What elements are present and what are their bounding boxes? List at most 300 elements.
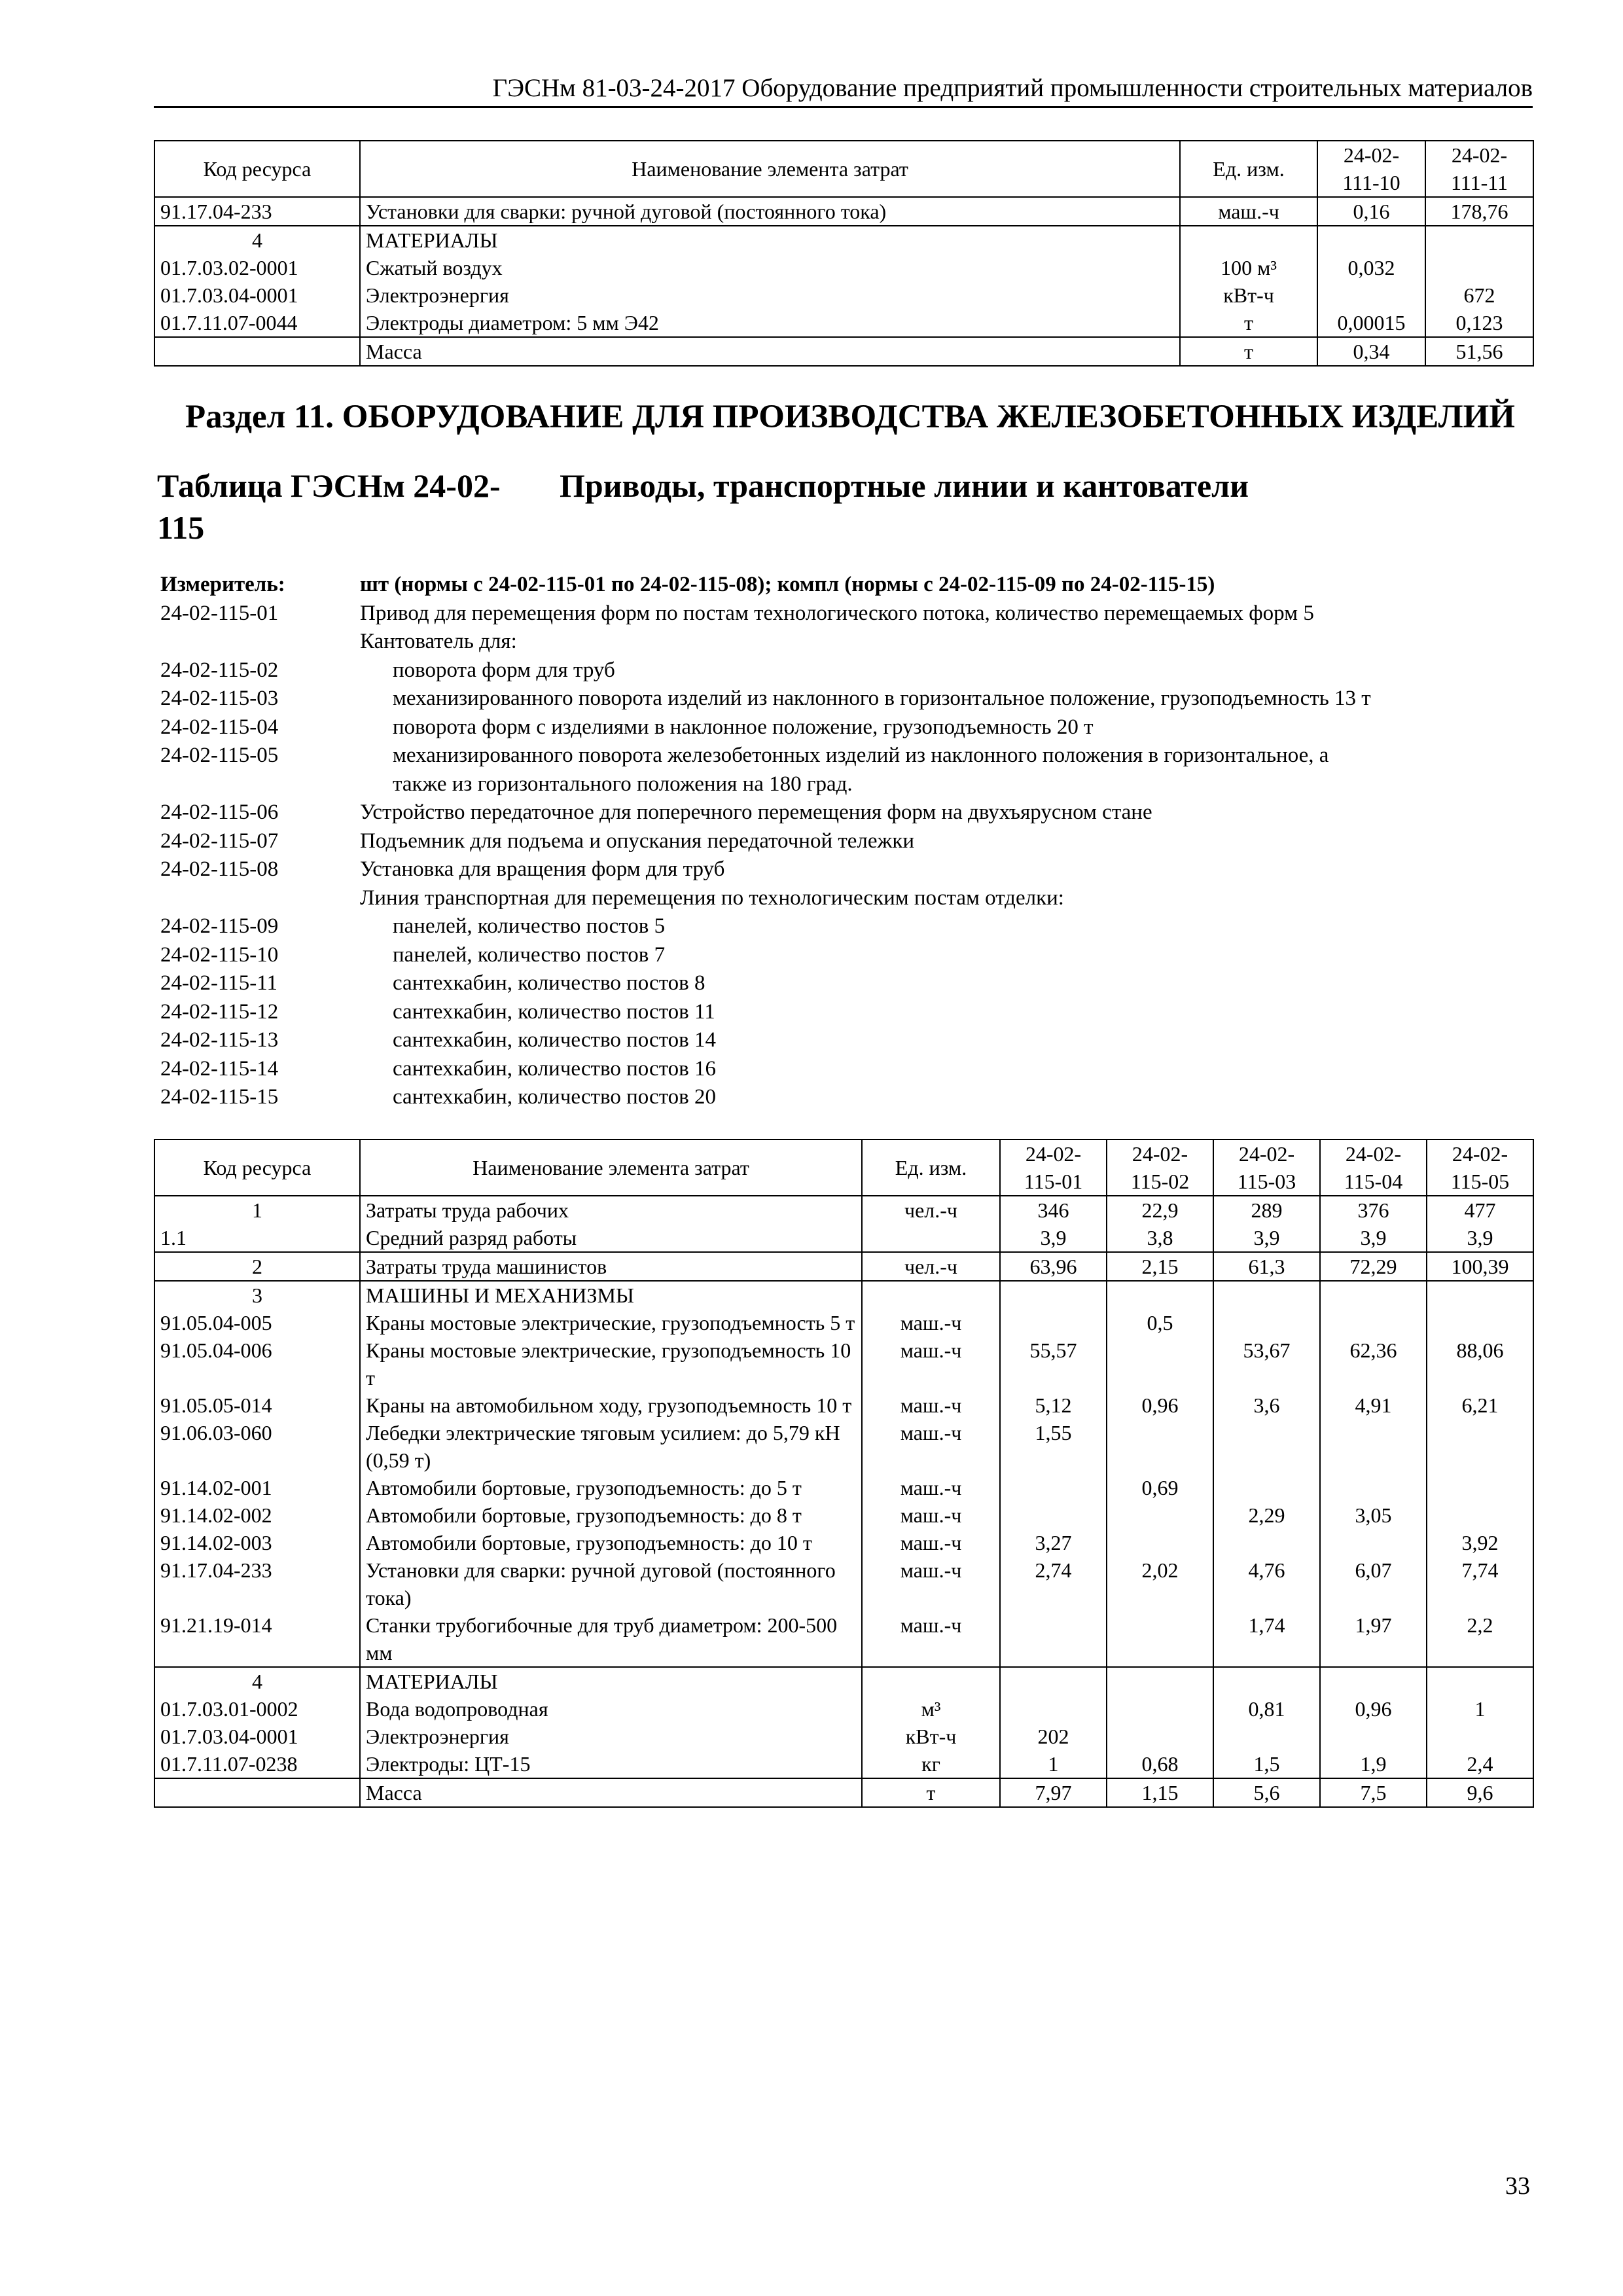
norm-value	[1427, 1501, 1533, 1529]
header-code: Код ресурса	[154, 1139, 360, 1196]
norm-description: сантехкабин, количество постов 8	[393, 971, 705, 995]
cost-element-name: Станки трубогибочные для труб диаметром: 200-500 мм	[360, 1611, 862, 1667]
norm-value	[1213, 1281, 1320, 1309]
norm-value: 7,5	[1320, 1778, 1427, 1807]
norm-value	[1213, 1419, 1320, 1474]
header-norm-code	[1107, 1139, 1213, 1196]
norm-value: 5,6	[1213, 1778, 1320, 1807]
norm-value: 2,29	[1213, 1501, 1320, 1529]
norm-value	[1000, 1667, 1107, 1695]
norm-code-line: 115-01	[1024, 1170, 1083, 1193]
norm-value	[1107, 1723, 1213, 1750]
norm-code-line: 24-02-	[1343, 143, 1400, 167]
resource-code: 1.1	[154, 1224, 360, 1252]
table-row	[154, 1224, 1533, 1252]
norm-value: 477	[1427, 1196, 1533, 1224]
cost-element-name: Затраты труда машинистов	[360, 1252, 862, 1281]
norm-value: 62,36	[1320, 1336, 1427, 1391]
norm-value	[1427, 1309, 1533, 1336]
norm-value: 3,9	[1427, 1224, 1533, 1252]
resource-code: 1	[154, 1196, 360, 1224]
norm-value	[1000, 1309, 1107, 1336]
measure-line	[160, 1026, 1535, 1055]
norm-value: 1,9	[1320, 1750, 1427, 1778]
norm-value	[1317, 226, 1425, 254]
norm-value	[1317, 281, 1425, 309]
norm-value	[1107, 1281, 1213, 1309]
table-row	[154, 1501, 1533, 1529]
norm-code-line: 24-02-	[1451, 143, 1508, 167]
header-norm-code	[1425, 141, 1533, 197]
group-heading-row	[154, 1667, 1533, 1695]
cost-element-name: Краны на автомобильном ходу, грузоподъемность 10 т	[360, 1391, 862, 1419]
norm-value: 0,16	[1317, 197, 1425, 226]
header-row	[154, 1139, 1533, 1196]
norm-description: Линия транспортная для перемещения по технологическим постам отделки:	[360, 886, 1064, 910]
table-row	[154, 1419, 1533, 1474]
norm-value	[1427, 1474, 1533, 1501]
resource-code: 91.14.02-002	[154, 1501, 360, 1529]
norm-code: 24-02-115-15	[160, 1085, 279, 1109]
row-group	[154, 226, 1533, 337]
norm-code	[160, 628, 360, 656]
norm-value: 2,02	[1107, 1556, 1213, 1611]
norm-code-line: 24-02-	[1345, 1142, 1402, 1166]
resource-code: 01.7.03.04-0001	[154, 1723, 360, 1750]
norm-value	[1107, 1419, 1213, 1474]
table-row	[154, 1750, 1533, 1778]
norm-value: 672	[1425, 281, 1533, 309]
norm-code: 24-02-115-09	[160, 914, 279, 938]
resource-code: 91.17.04-233	[154, 1556, 360, 1611]
cost-element-name: Автомобили бортовые, грузоподъемность: до 5 т	[360, 1474, 862, 1501]
cost-element-name: Средний разряд работы	[360, 1224, 862, 1252]
header-unit: Ед. изм.	[1180, 141, 1317, 197]
norm-value	[1427, 1281, 1533, 1309]
norm-value: 1,5	[1213, 1750, 1320, 1778]
table-row	[154, 1695, 1533, 1723]
unit: маш.-ч	[862, 1529, 1000, 1556]
table-115-resources	[154, 1139, 1534, 1808]
norm-value: 9,6	[1427, 1778, 1533, 1807]
resource-code	[154, 1778, 360, 1807]
norm-value: 0,69	[1107, 1474, 1213, 1501]
norm-value: 3,6	[1213, 1391, 1320, 1419]
cost-element-name: Масса	[360, 1778, 862, 1807]
cost-element-name: Сжатый воздух	[360, 254, 1180, 281]
resource-code: 01.7.11.07-0238	[154, 1750, 360, 1778]
table-row	[154, 254, 1533, 281]
norm-description: Устройство передаточное для поперечного перемещения форм на двухъярусном стане	[360, 800, 1152, 824]
unit: кВт-ч	[1180, 281, 1317, 309]
norm-code: 24-02-115-02	[160, 658, 279, 682]
resource-code: 01.7.03.02-0001	[154, 254, 360, 281]
unit: маш.-ч	[862, 1391, 1000, 1419]
norm-value: 4,91	[1320, 1391, 1427, 1419]
resource-code: 91.05.04-006	[154, 1336, 360, 1391]
table-row	[154, 1611, 1533, 1667]
norm-value: 0,96	[1107, 1391, 1213, 1419]
header-norm-code	[1317, 141, 1425, 197]
norm-value	[1107, 1501, 1213, 1529]
norm-value	[1320, 1723, 1427, 1750]
norm-value: 0,123	[1425, 309, 1533, 337]
norm-value: 100,39	[1427, 1252, 1533, 1281]
norm-code: Измеритель:	[160, 573, 285, 596]
norm-value	[1425, 226, 1533, 254]
measure-line	[160, 1083, 1535, 1112]
measure-line	[160, 713, 1535, 742]
table-row	[154, 1391, 1533, 1419]
mass-row	[154, 337, 1533, 366]
norm-value: 0,68	[1107, 1750, 1213, 1778]
norm-value: 3,9	[1320, 1224, 1427, 1252]
norm-value	[1320, 1419, 1427, 1474]
row-group	[154, 1667, 1533, 1778]
cost-element-name: Электроды: ЦТ-15	[360, 1750, 862, 1778]
unit: маш.-ч	[1180, 197, 1317, 226]
norm-description: поворота форм для труб	[393, 658, 615, 682]
header-norm-code	[1320, 1139, 1427, 1196]
unit: чел.-ч	[862, 1196, 1000, 1224]
norm-value	[1107, 1336, 1213, 1391]
cost-element-name: МАШИНЫ И МЕХАНИЗМЫ	[360, 1281, 862, 1309]
table-row	[154, 309, 1533, 337]
norm-value	[1213, 1529, 1320, 1556]
norm-value: 1,74	[1213, 1611, 1320, 1667]
norm-description: также из горизонтального положения на 180 град.	[393, 772, 853, 796]
resource-code: 91.17.04-233	[154, 197, 360, 226]
norm-code-line: 115-05	[1450, 1170, 1510, 1193]
norm-value: 4,76	[1213, 1556, 1320, 1611]
norm-description: сантехкабин, количество постов 11	[393, 999, 715, 1024]
mass-row	[154, 1778, 1533, 1807]
unit: кВт-ч	[862, 1723, 1000, 1750]
cost-element-name: Масса	[360, 337, 1180, 366]
table-row	[154, 1474, 1533, 1501]
resource-code: 91.05.05-014	[154, 1391, 360, 1419]
cost-element-name: Электроэнергия	[360, 281, 1180, 309]
unit: 100 м³	[1180, 254, 1317, 281]
header-name: Наименование элемента затрат	[360, 141, 1180, 197]
norm-value: 7,74	[1427, 1556, 1533, 1611]
table-row	[154, 1556, 1533, 1611]
norm-value: 376	[1320, 1196, 1427, 1224]
cost-element-name: Краны мостовые электрические, грузоподъемность 10 т	[360, 1336, 862, 1391]
unit: маш.-ч	[862, 1501, 1000, 1529]
norm-value: 61,3	[1213, 1252, 1320, 1281]
norm-value: 178,76	[1425, 197, 1533, 226]
norm-value: 3,05	[1320, 1501, 1427, 1529]
norm-value: 0,81	[1213, 1695, 1320, 1723]
norm-code: 24-02-115-14	[160, 1056, 279, 1081]
norm-value: 72,29	[1320, 1252, 1427, 1281]
measure-line	[160, 941, 1535, 970]
norm-value: 2,15	[1107, 1252, 1213, 1281]
measure-line	[160, 770, 1535, 799]
cost-element-name: Электроды диаметром: 5 мм Э42	[360, 309, 1180, 337]
cost-element-name: Затраты труда рабочих	[360, 1196, 862, 1224]
norm-description: Кантователь для:	[360, 630, 517, 653]
norm-code-line: 111-10	[1342, 171, 1400, 194]
row-group	[154, 1196, 1533, 1252]
norm-value: 88,06	[1427, 1336, 1533, 1391]
norm-code: 24-02-115-10	[160, 942, 279, 967]
resource-code: 3	[154, 1281, 360, 1309]
unit: маш.-ч	[862, 1611, 1000, 1667]
table-code: Таблица ГЭСНм 24-02-115	[157, 467, 501, 546]
norm-code	[160, 884, 360, 913]
cost-element-name: Автомобили бортовые, грузоподъемность: до 8 т	[360, 1501, 862, 1529]
norm-value: 22,9	[1107, 1196, 1213, 1224]
measure-line	[160, 912, 1535, 941]
mass-group	[154, 1778, 1533, 1807]
norm-value: 5,12	[1000, 1391, 1107, 1419]
resource-code: 91.06.03-060	[154, 1419, 360, 1474]
table-row	[154, 1723, 1533, 1750]
resource-code: 4	[154, 226, 360, 254]
measure-line	[160, 884, 1535, 913]
unit: т	[1180, 337, 1317, 366]
norm-value: 6,07	[1320, 1556, 1427, 1611]
table-row	[154, 1252, 1533, 1281]
norm-value: 2,74	[1000, 1556, 1107, 1611]
norm-value: 1,15	[1107, 1778, 1213, 1807]
header-code: Код ресурса	[154, 141, 360, 197]
norm-value	[1320, 1309, 1427, 1336]
header-norm-code	[1000, 1139, 1107, 1196]
unit: м³	[862, 1695, 1000, 1723]
norm-value: 3,8	[1107, 1224, 1213, 1252]
measure-line	[160, 1055, 1535, 1084]
measure-line	[160, 969, 1535, 998]
cost-element-name: Вода водопроводная	[360, 1695, 862, 1723]
table-name: Приводы, транспортные линии и кантователи	[560, 467, 1249, 504]
resource-code: 91.14.02-001	[154, 1474, 360, 1501]
table-111-resources	[154, 140, 1534, 367]
norm-code: 24-02-115-12	[160, 999, 279, 1024]
unit: маш.-ч	[862, 1474, 1000, 1501]
table-row	[154, 1196, 1533, 1224]
row-group	[154, 197, 1533, 226]
measure-line	[160, 827, 1535, 856]
table-row	[154, 197, 1533, 226]
norm-code: 24-02-115-07	[160, 829, 279, 853]
norm-value	[1213, 1309, 1320, 1336]
resource-code: 91.21.19-014	[154, 1611, 360, 1667]
norm-description: механизированного поворота изделий из наклонного в горизонтальное положение, грузоподъемность 13 т	[393, 687, 1371, 710]
norm-value: 3,92	[1427, 1529, 1533, 1556]
norm-description: Подъемник для подъема и опускания передаточной тележки	[360, 829, 915, 853]
header-norm-code	[1427, 1139, 1533, 1196]
table-row	[154, 1336, 1533, 1391]
unit	[862, 1281, 1000, 1309]
table-row	[154, 1529, 1533, 1556]
norm-description: сантехкабин, количество постов 14	[393, 1028, 717, 1052]
norm-code: 24-02-115-08	[160, 857, 279, 881]
resource-code: 91.05.04-005	[154, 1309, 360, 1336]
norm-code-line: 24-02-	[1238, 1142, 1295, 1166]
cost-element-name: Краны мостовые электрические, грузоподъемность 5 т	[360, 1309, 862, 1336]
norm-value	[1107, 1529, 1213, 1556]
norm-description: панелей, количество постов 7	[393, 942, 666, 967]
resource-code: 01.7.03.04-0001	[154, 281, 360, 309]
table-row	[154, 281, 1533, 309]
resource-code: 01.7.03.01-0002	[154, 1695, 360, 1723]
norm-value	[1320, 1529, 1427, 1556]
unit	[1180, 226, 1317, 254]
unit: маш.-ч	[862, 1336, 1000, 1391]
norm-value	[1427, 1667, 1533, 1695]
norm-value	[1427, 1723, 1533, 1750]
cost-element-name: Установки для сварки: ручной дуговой (постоянного тока)	[360, 197, 1180, 226]
measure-line	[160, 656, 1535, 685]
norm-code-line: 115-02	[1130, 1170, 1190, 1193]
norm-value: 3,27	[1000, 1529, 1107, 1556]
norm-value: 7,97	[1000, 1778, 1107, 1807]
header-unit: Ед. изм.	[862, 1139, 1000, 1196]
norm-value: 63,96	[1000, 1252, 1107, 1281]
norm-value: 1	[1000, 1750, 1107, 1778]
section-title: Раздел 11. ОБОРУДОВАНИЕ ДЛЯ ПРОИЗВОДСТВА ЖЕЛЕЗОБЕТОННЫХ ИЗДЕЛИЙ	[185, 399, 1515, 435]
norm-value: 55,57	[1000, 1336, 1107, 1391]
norm-value: 202	[1000, 1723, 1107, 1750]
measure-line	[160, 600, 1535, 628]
norm-code: 24-02-115-01	[160, 601, 279, 625]
norm-code-line: 115-04	[1344, 1170, 1403, 1193]
norm-description: шт (нормы с 24-02-115-01 по 24-02-115-08); компл (нормы с 24-02-115-09 по 24-02-115-15)	[360, 573, 1215, 596]
norm-code: 24-02-115-05	[160, 744, 279, 767]
measure-line	[160, 742, 1535, 770]
norm-code: 24-02-115-13	[160, 1028, 279, 1052]
group-heading-row	[154, 226, 1533, 254]
measure-list	[160, 571, 1535, 1112]
norm-value	[1000, 1695, 1107, 1723]
norm-value: 0,96	[1320, 1695, 1427, 1723]
norm-code	[160, 770, 360, 799]
header-norm-code	[1213, 1139, 1320, 1196]
unit: маш.-ч	[862, 1419, 1000, 1474]
cost-element-name: МАТЕРИАЛЫ	[360, 226, 1180, 254]
norm-code-line: 24-02-	[1025, 1142, 1082, 1166]
resource-code: 01.7.11.07-0044	[154, 309, 360, 337]
header-row	[154, 141, 1533, 197]
norm-value	[1107, 1611, 1213, 1667]
norm-value	[1000, 1474, 1107, 1501]
norm-code: 24-02-115-11	[160, 971, 278, 995]
norm-value: 51,56	[1425, 337, 1533, 366]
measure-line	[160, 571, 1535, 600]
measure-line	[160, 998, 1535, 1027]
norm-code: 24-02-115-06	[160, 800, 279, 824]
norm-value: 1,55	[1000, 1419, 1107, 1474]
norm-value	[1000, 1611, 1107, 1667]
unit: чел.-ч	[862, 1252, 1000, 1281]
norm-value	[1000, 1501, 1107, 1529]
table-row	[154, 1309, 1533, 1336]
row-group	[154, 1252, 1533, 1281]
unit: т	[862, 1778, 1000, 1807]
norm-value	[1320, 1474, 1427, 1501]
unit: кг	[862, 1750, 1000, 1778]
norm-value	[1213, 1667, 1320, 1695]
cost-element-name: Лебедки электрические тяговым усилием: до 5,79 кН (0,59 т)	[360, 1419, 862, 1474]
row-group	[154, 1281, 1533, 1667]
norm-description: сантехкабин, количество постов 16	[393, 1056, 717, 1081]
measure-line	[160, 798, 1535, 827]
norm-value: 1	[1427, 1695, 1533, 1723]
norm-code-line: 111-11	[1450, 171, 1508, 194]
norm-value: 346	[1000, 1196, 1107, 1224]
norm-description: механизированного поворота железобетонных изделий из наклонного положения в горизонтальное, а	[393, 744, 1329, 767]
norm-description: поворота форм с изделиями в наклонное положение, грузоподъемность 20 т	[393, 715, 1094, 739]
resource-code	[154, 337, 360, 366]
norm-value: 3,9	[1213, 1224, 1320, 1252]
norm-value: 0,5	[1107, 1309, 1213, 1336]
norm-description: Установка для вращения форм для труб	[360, 857, 725, 881]
norm-description: панелей, количество постов 5	[393, 914, 666, 938]
unit: маш.-ч	[862, 1309, 1000, 1336]
resource-code: 4	[154, 1667, 360, 1695]
norm-value: 3,9	[1000, 1224, 1107, 1252]
norm-value: 53,67	[1213, 1336, 1320, 1391]
norm-value: 289	[1213, 1196, 1320, 1224]
norm-code: 24-02-115-04	[160, 715, 279, 739]
norm-description: сантехкабин, количество постов 20	[393, 1085, 717, 1109]
unit	[862, 1224, 1000, 1252]
norm-value: 6,21	[1427, 1391, 1533, 1419]
cost-element-name: Автомобили бортовые, грузоподъемность: до 10 т	[360, 1529, 862, 1556]
unit: т	[1180, 309, 1317, 337]
norm-value	[1427, 1419, 1533, 1474]
page-number: 33	[1505, 2172, 1530, 2200]
norm-value	[1107, 1667, 1213, 1695]
norm-value: 2,2	[1427, 1611, 1533, 1667]
cost-element-name: Установки для сварки: ручной дуговой (постоянного тока)	[360, 1556, 862, 1611]
norm-value	[1320, 1667, 1427, 1695]
group-heading-row	[154, 1281, 1533, 1309]
norm-value	[1320, 1281, 1427, 1309]
norm-value: 0,34	[1317, 337, 1425, 366]
cost-element-name: Электроэнергия	[360, 1723, 862, 1750]
norm-code: 24-02-115-03	[160, 687, 279, 710]
unit	[862, 1667, 1000, 1695]
norm-value	[1425, 254, 1533, 281]
mass-group	[154, 337, 1533, 366]
running-header: ГЭСНм 81-03-24-2017 Оборудование предприятий промышленности строительных материалов	[154, 73, 1533, 108]
norm-value	[1000, 1281, 1107, 1309]
measure-line	[160, 628, 1535, 656]
norm-code-line: 24-02-	[1132, 1142, 1188, 1166]
cost-element-name: МАТЕРИАЛЫ	[360, 1667, 862, 1695]
norm-value	[1107, 1695, 1213, 1723]
norm-description: Привод для перемещения форм по постам технологического потока, количество перемещаемых форм 5	[360, 601, 1314, 625]
norm-code-line: 24-02-	[1452, 1142, 1508, 1166]
measure-line	[160, 855, 1535, 884]
norm-value: 0,032	[1317, 254, 1425, 281]
norm-code-line: 115-03	[1237, 1170, 1296, 1193]
norm-value	[1213, 1474, 1320, 1501]
norm-value	[1213, 1723, 1320, 1750]
header-name: Наименование элемента затрат	[360, 1139, 862, 1196]
measure-line	[160, 685, 1535, 713]
resource-code: 91.14.02-003	[154, 1529, 360, 1556]
unit: маш.-ч	[862, 1556, 1000, 1611]
norm-value: 2,4	[1427, 1750, 1533, 1778]
resource-code: 2	[154, 1252, 360, 1281]
norm-value: 1,97	[1320, 1611, 1427, 1667]
norm-value: 0,00015	[1317, 309, 1425, 337]
